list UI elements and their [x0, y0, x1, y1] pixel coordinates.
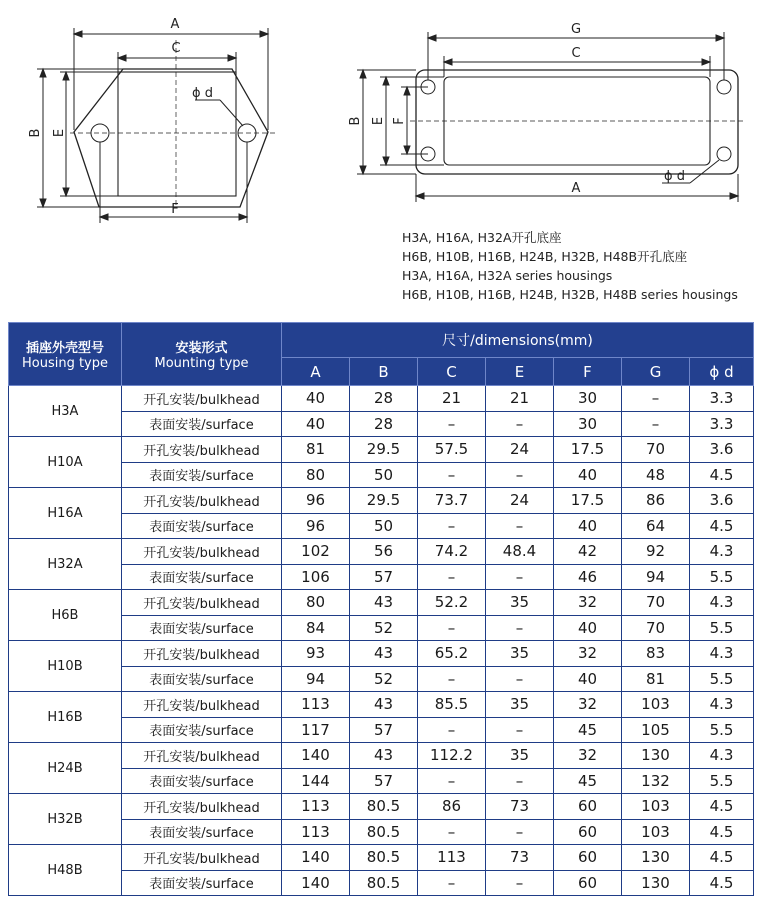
dimension-value-cell: 80	[282, 462, 350, 488]
right-housing-drawing	[348, 22, 745, 202]
dimension-value-cell: 50	[350, 513, 418, 539]
caption-line: H3A, H16A, H32A开孔底座	[402, 230, 562, 245]
dimension-value-cell: 73.7	[418, 488, 486, 514]
dimension-value-cell: 140	[282, 870, 350, 896]
dimension-value-cell: 32	[554, 692, 622, 718]
housing-type-header-en: Housing type	[21, 356, 109, 371]
dimension-value-cell: 57.5	[418, 437, 486, 463]
left-flange-outline	[74, 69, 268, 207]
dimension-value-cell: 80	[282, 590, 350, 616]
dimension-value-cell: 40	[282, 411, 350, 437]
dimension-value-cell: 4.3	[690, 743, 754, 769]
housing-type-cell: H6B	[9, 590, 122, 641]
housing-type-cell: H32A	[9, 539, 122, 590]
dimension-value-cell: 3.6	[690, 488, 754, 514]
housing-type-header-cn: 插座外壳型号	[25, 341, 104, 356]
left-dim-phi-d-label: ϕ d	[192, 86, 213, 101]
dimension-value-cell: –	[418, 513, 486, 539]
dimensions-table	[8, 322, 754, 896]
dimension-value-cell: 84	[282, 615, 350, 641]
table-row	[9, 845, 754, 871]
mounting-type-cell: 表面安装/surface	[122, 513, 282, 539]
dimension-value-cell: 50	[350, 462, 418, 488]
dimension-value-cell: 52	[350, 615, 418, 641]
dimension-value-cell: 130	[622, 870, 690, 896]
table-row	[9, 488, 754, 514]
dimension-value-cell: 40	[554, 513, 622, 539]
mounting-type-cell: 表面安装/surface	[122, 564, 282, 590]
dimension-value-cell: –	[486, 819, 554, 845]
mounting-type-cell: 开孔安装/bulkhead	[122, 794, 282, 820]
dimension-value-cell: 93	[282, 641, 350, 667]
dimension-value-cell: 57	[350, 717, 418, 743]
mounting-type-cell: 表面安装/surface	[122, 768, 282, 794]
dimension-value-cell: 4.3	[690, 692, 754, 718]
dimension-value-cell: 96	[282, 488, 350, 514]
column-header: C	[418, 358, 486, 386]
dimension-value-cell: 32	[554, 641, 622, 667]
dimension-value-cell: 140	[282, 743, 350, 769]
right-dim-phi-d-label: ϕ d	[664, 169, 685, 184]
table-row	[9, 539, 754, 565]
dimension-value-cell: 80.5	[350, 870, 418, 896]
dimension-value-cell: 52.2	[418, 590, 486, 616]
dimension-value-cell: –	[486, 564, 554, 590]
dimension-value-cell: 4.5	[690, 870, 754, 896]
mounting-type-cell: 开孔安装/bulkhead	[122, 539, 282, 565]
dimension-value-cell: 29.5	[350, 437, 418, 463]
column-header: G	[622, 358, 690, 386]
right-dim-F-label: F	[392, 117, 407, 125]
dimension-value-cell: –	[418, 717, 486, 743]
dimension-value-cell: 64	[622, 513, 690, 539]
dimension-value-cell: 113	[282, 794, 350, 820]
dimension-value-cell: 96	[282, 513, 350, 539]
dimension-value-cell: 56	[350, 539, 418, 565]
dimension-value-cell: 5.5	[690, 615, 754, 641]
dimension-value-cell: 57	[350, 564, 418, 590]
table-row	[9, 590, 754, 616]
dimension-value-cell: 130	[622, 845, 690, 871]
mounting-type-cell: 表面安装/surface	[122, 870, 282, 896]
mounting-type-cell: 开孔安装/bulkhead	[122, 845, 282, 871]
dimension-value-cell: 17.5	[554, 437, 622, 463]
dimension-value-cell: 74.2	[418, 539, 486, 565]
dimension-value-cell: 117	[282, 717, 350, 743]
dimension-value-cell: 105	[622, 717, 690, 743]
caption-line: H6B, H10B, H16B, H24B, H32B, H48B开孔底座	[402, 249, 688, 264]
dimension-value-cell: –	[418, 462, 486, 488]
dimension-value-cell: 81	[622, 666, 690, 692]
left-dim-C-label: C	[171, 41, 181, 56]
dimension-value-cell: 35	[486, 743, 554, 769]
dimension-value-cell: 4.5	[690, 462, 754, 488]
dimension-value-cell: 43	[350, 692, 418, 718]
dimension-value-cell: 42	[554, 539, 622, 565]
left-dim-B-label: B	[28, 128, 43, 138]
dimension-value-cell: 4.5	[690, 819, 754, 845]
dimension-value-cell: 43	[350, 590, 418, 616]
mounting-type-cell: 表面安装/surface	[122, 615, 282, 641]
dimension-value-cell: 65.2	[418, 641, 486, 667]
mounting-type-cell: 开孔安装/bulkhead	[122, 488, 282, 514]
dimension-value-cell: –	[418, 615, 486, 641]
left-dim-E-label: E	[52, 128, 67, 138]
dimension-value-cell: 40	[282, 386, 350, 412]
caption-line: H3A, H16A, H32A series housings	[402, 268, 613, 283]
dimension-value-cell: –	[418, 666, 486, 692]
housing-type-cell: H16B	[9, 692, 122, 743]
dimension-value-cell: 28	[350, 411, 418, 437]
mounting-type-header-en: Mounting type	[154, 356, 249, 371]
dimension-value-cell: 46	[554, 564, 622, 590]
table-row	[9, 641, 754, 667]
dimension-value-cell: 4.5	[690, 845, 754, 871]
dimension-value-cell: 48.4	[486, 539, 554, 565]
dimension-value-cell: 70	[622, 590, 690, 616]
dimension-value-cell: 3.3	[690, 386, 754, 412]
dimension-value-cell: 52	[350, 666, 418, 692]
column-header: B	[350, 358, 418, 386]
dimension-value-cell: 30	[554, 411, 622, 437]
dimension-value-cell: 32	[554, 590, 622, 616]
dimension-value-cell: 80.5	[350, 794, 418, 820]
dimension-value-cell: –	[486, 768, 554, 794]
dimension-value-cell: 5.5	[690, 768, 754, 794]
dimension-value-cell: 103	[622, 692, 690, 718]
dimension-value-cell: 28	[350, 386, 418, 412]
housing-type-cell: H3A	[9, 386, 122, 437]
dimension-value-cell: 35	[486, 590, 554, 616]
dimension-value-cell: 112.2	[418, 743, 486, 769]
right-dim-C-label: C	[571, 46, 581, 61]
dimension-value-cell: 73	[486, 845, 554, 871]
dimension-value-cell: 83	[622, 641, 690, 667]
dimension-value-cell: –	[622, 411, 690, 437]
table-row	[9, 692, 754, 718]
housing-type-cell: H48B	[9, 845, 122, 896]
dimension-value-cell: 130	[622, 743, 690, 769]
right-dim-G-label: G	[570, 22, 582, 37]
mounting-type-cell: 开孔安装/bulkhead	[122, 641, 282, 667]
dimension-value-cell: 21	[486, 386, 554, 412]
dimension-value-cell: 3.6	[690, 437, 754, 463]
dimension-value-cell: 70	[622, 615, 690, 641]
dimension-value-cell: 40	[554, 666, 622, 692]
housing-type-cell: H16A	[9, 488, 122, 539]
dimension-value-cell: 60	[554, 794, 622, 820]
drawing-caption	[402, 228, 738, 304]
dimension-value-cell: –	[622, 386, 690, 412]
dimension-value-cell: 70	[622, 437, 690, 463]
dimension-value-cell: 57	[350, 768, 418, 794]
column-header: A	[282, 358, 350, 386]
mounting-type-cell: 开孔安装/bulkhead	[122, 437, 282, 463]
dimension-value-cell: 30	[554, 386, 622, 412]
mounting-type-cell: 表面安装/surface	[122, 462, 282, 488]
table-body	[9, 386, 754, 896]
housing-type-cell: H10B	[9, 641, 122, 692]
mounting-type-header-cn: 安装形式	[175, 341, 228, 356]
dimension-value-cell: 48	[622, 462, 690, 488]
dimension-value-cell: 80.5	[350, 819, 418, 845]
dimension-value-cell: 73	[486, 794, 554, 820]
dimensions-header: 尺寸/dimensions(mm)	[282, 323, 754, 358]
dimension-value-cell: 103	[622, 819, 690, 845]
mounting-type-cell: 开孔安装/bulkhead	[122, 386, 282, 412]
dimension-value-cell: –	[418, 870, 486, 896]
dimension-value-cell: 17.5	[554, 488, 622, 514]
table-row	[9, 386, 754, 412]
dimension-value-cell: 94	[282, 666, 350, 692]
mounting-type-cell: 开孔安装/bulkhead	[122, 692, 282, 718]
right-dim-E-label: E	[371, 116, 386, 126]
dimension-value-cell: 113	[282, 692, 350, 718]
dimension-value-cell: –	[486, 717, 554, 743]
dimension-value-cell: 86	[622, 488, 690, 514]
column-header: E	[486, 358, 554, 386]
dimension-value-cell: 81	[282, 437, 350, 463]
column-header: ϕ d	[690, 358, 754, 386]
dimension-value-cell: 45	[554, 768, 622, 794]
dimension-value-cell: 5.5	[690, 666, 754, 692]
dimension-value-cell: 3.3	[690, 411, 754, 437]
left-housing-drawing	[28, 17, 275, 223]
dimension-value-cell: 4.5	[690, 794, 754, 820]
dimension-value-cell: 94	[622, 564, 690, 590]
dimension-value-cell: 106	[282, 564, 350, 590]
housing-type-cell: H10A	[9, 437, 122, 488]
dimension-value-cell: 86	[418, 794, 486, 820]
dimension-value-cell: –	[486, 666, 554, 692]
dimension-value-cell: 102	[282, 539, 350, 565]
right-hole-br	[717, 147, 731, 161]
mounting-type-cell: 开孔安装/bulkhead	[122, 590, 282, 616]
dimension-value-cell: 21	[418, 386, 486, 412]
left-cutout	[118, 72, 236, 196]
dimension-value-cell: 60	[554, 819, 622, 845]
mounting-type-header	[122, 323, 282, 386]
dimension-value-cell: 24	[486, 488, 554, 514]
left-dim-A-label: A	[170, 17, 180, 32]
dimension-value-cell: 4.3	[690, 539, 754, 565]
table-row	[9, 794, 754, 820]
dimension-value-cell: 32	[554, 743, 622, 769]
dimension-value-cell: 60	[554, 870, 622, 896]
dimension-value-cell: 29.5	[350, 488, 418, 514]
dimension-value-cell: 144	[282, 768, 350, 794]
caption-line: H6B, H10B, H16B, H24B, H32B, H48B series housings	[402, 287, 738, 302]
table-row	[9, 437, 754, 463]
right-hole-tr	[717, 80, 731, 94]
dimension-value-cell: 43	[350, 641, 418, 667]
table-row	[9, 743, 754, 769]
dimension-value-cell: 4.3	[690, 641, 754, 667]
dimension-value-cell: 43	[350, 743, 418, 769]
mounting-type-cell: 开孔安装/bulkhead	[122, 743, 282, 769]
dimension-value-cell: 85.5	[418, 692, 486, 718]
dimension-value-cell: 24	[486, 437, 554, 463]
dimension-value-cell: –	[486, 615, 554, 641]
dimension-value-cell: 40	[554, 615, 622, 641]
dimension-value-cell: 80.5	[350, 845, 418, 871]
right-dim-A-label: A	[571, 181, 581, 196]
housing-type-cell: H32B	[9, 794, 122, 845]
dimension-value-cell: –	[418, 819, 486, 845]
dimension-value-cell: –	[486, 870, 554, 896]
dimension-value-cell: 140	[282, 845, 350, 871]
dimension-value-cell: 35	[486, 641, 554, 667]
right-flange-outline	[416, 70, 738, 174]
mounting-type-cell: 表面安装/surface	[122, 717, 282, 743]
dimension-value-cell: 4.5	[690, 513, 754, 539]
right-dim-B-label: B	[348, 116, 363, 126]
dimension-value-cell: 132	[622, 768, 690, 794]
dimension-value-cell: –	[486, 462, 554, 488]
column-header: F	[554, 358, 622, 386]
mounting-type-cell: 表面安装/surface	[122, 411, 282, 437]
dimension-value-cell: 92	[622, 539, 690, 565]
table-header	[9, 323, 754, 386]
dimension-value-cell: 113	[282, 819, 350, 845]
dimension-value-cell: –	[418, 411, 486, 437]
dimension-value-cell: 35	[486, 692, 554, 718]
dimension-value-cell: 40	[554, 462, 622, 488]
dimension-value-cell: –	[418, 768, 486, 794]
dimension-value-cell: 45	[554, 717, 622, 743]
left-dim-F-label: F	[171, 202, 179, 217]
mounting-type-cell: 表面安装/surface	[122, 819, 282, 845]
dimension-value-cell: 4.3	[690, 590, 754, 616]
dimension-value-cell: 60	[554, 845, 622, 871]
dimension-value-cell: –	[486, 513, 554, 539]
dimension-value-cell: –	[418, 564, 486, 590]
housing-type-cell: H24B	[9, 743, 122, 794]
dimension-value-cell: 103	[622, 794, 690, 820]
dimension-value-cell: –	[486, 411, 554, 437]
dimension-value-cell: 5.5	[690, 564, 754, 590]
housing-type-header	[9, 323, 122, 386]
mounting-type-cell: 表面安装/surface	[122, 666, 282, 692]
dimension-value-cell: 113	[418, 845, 486, 871]
dimension-value-cell: 5.5	[690, 717, 754, 743]
